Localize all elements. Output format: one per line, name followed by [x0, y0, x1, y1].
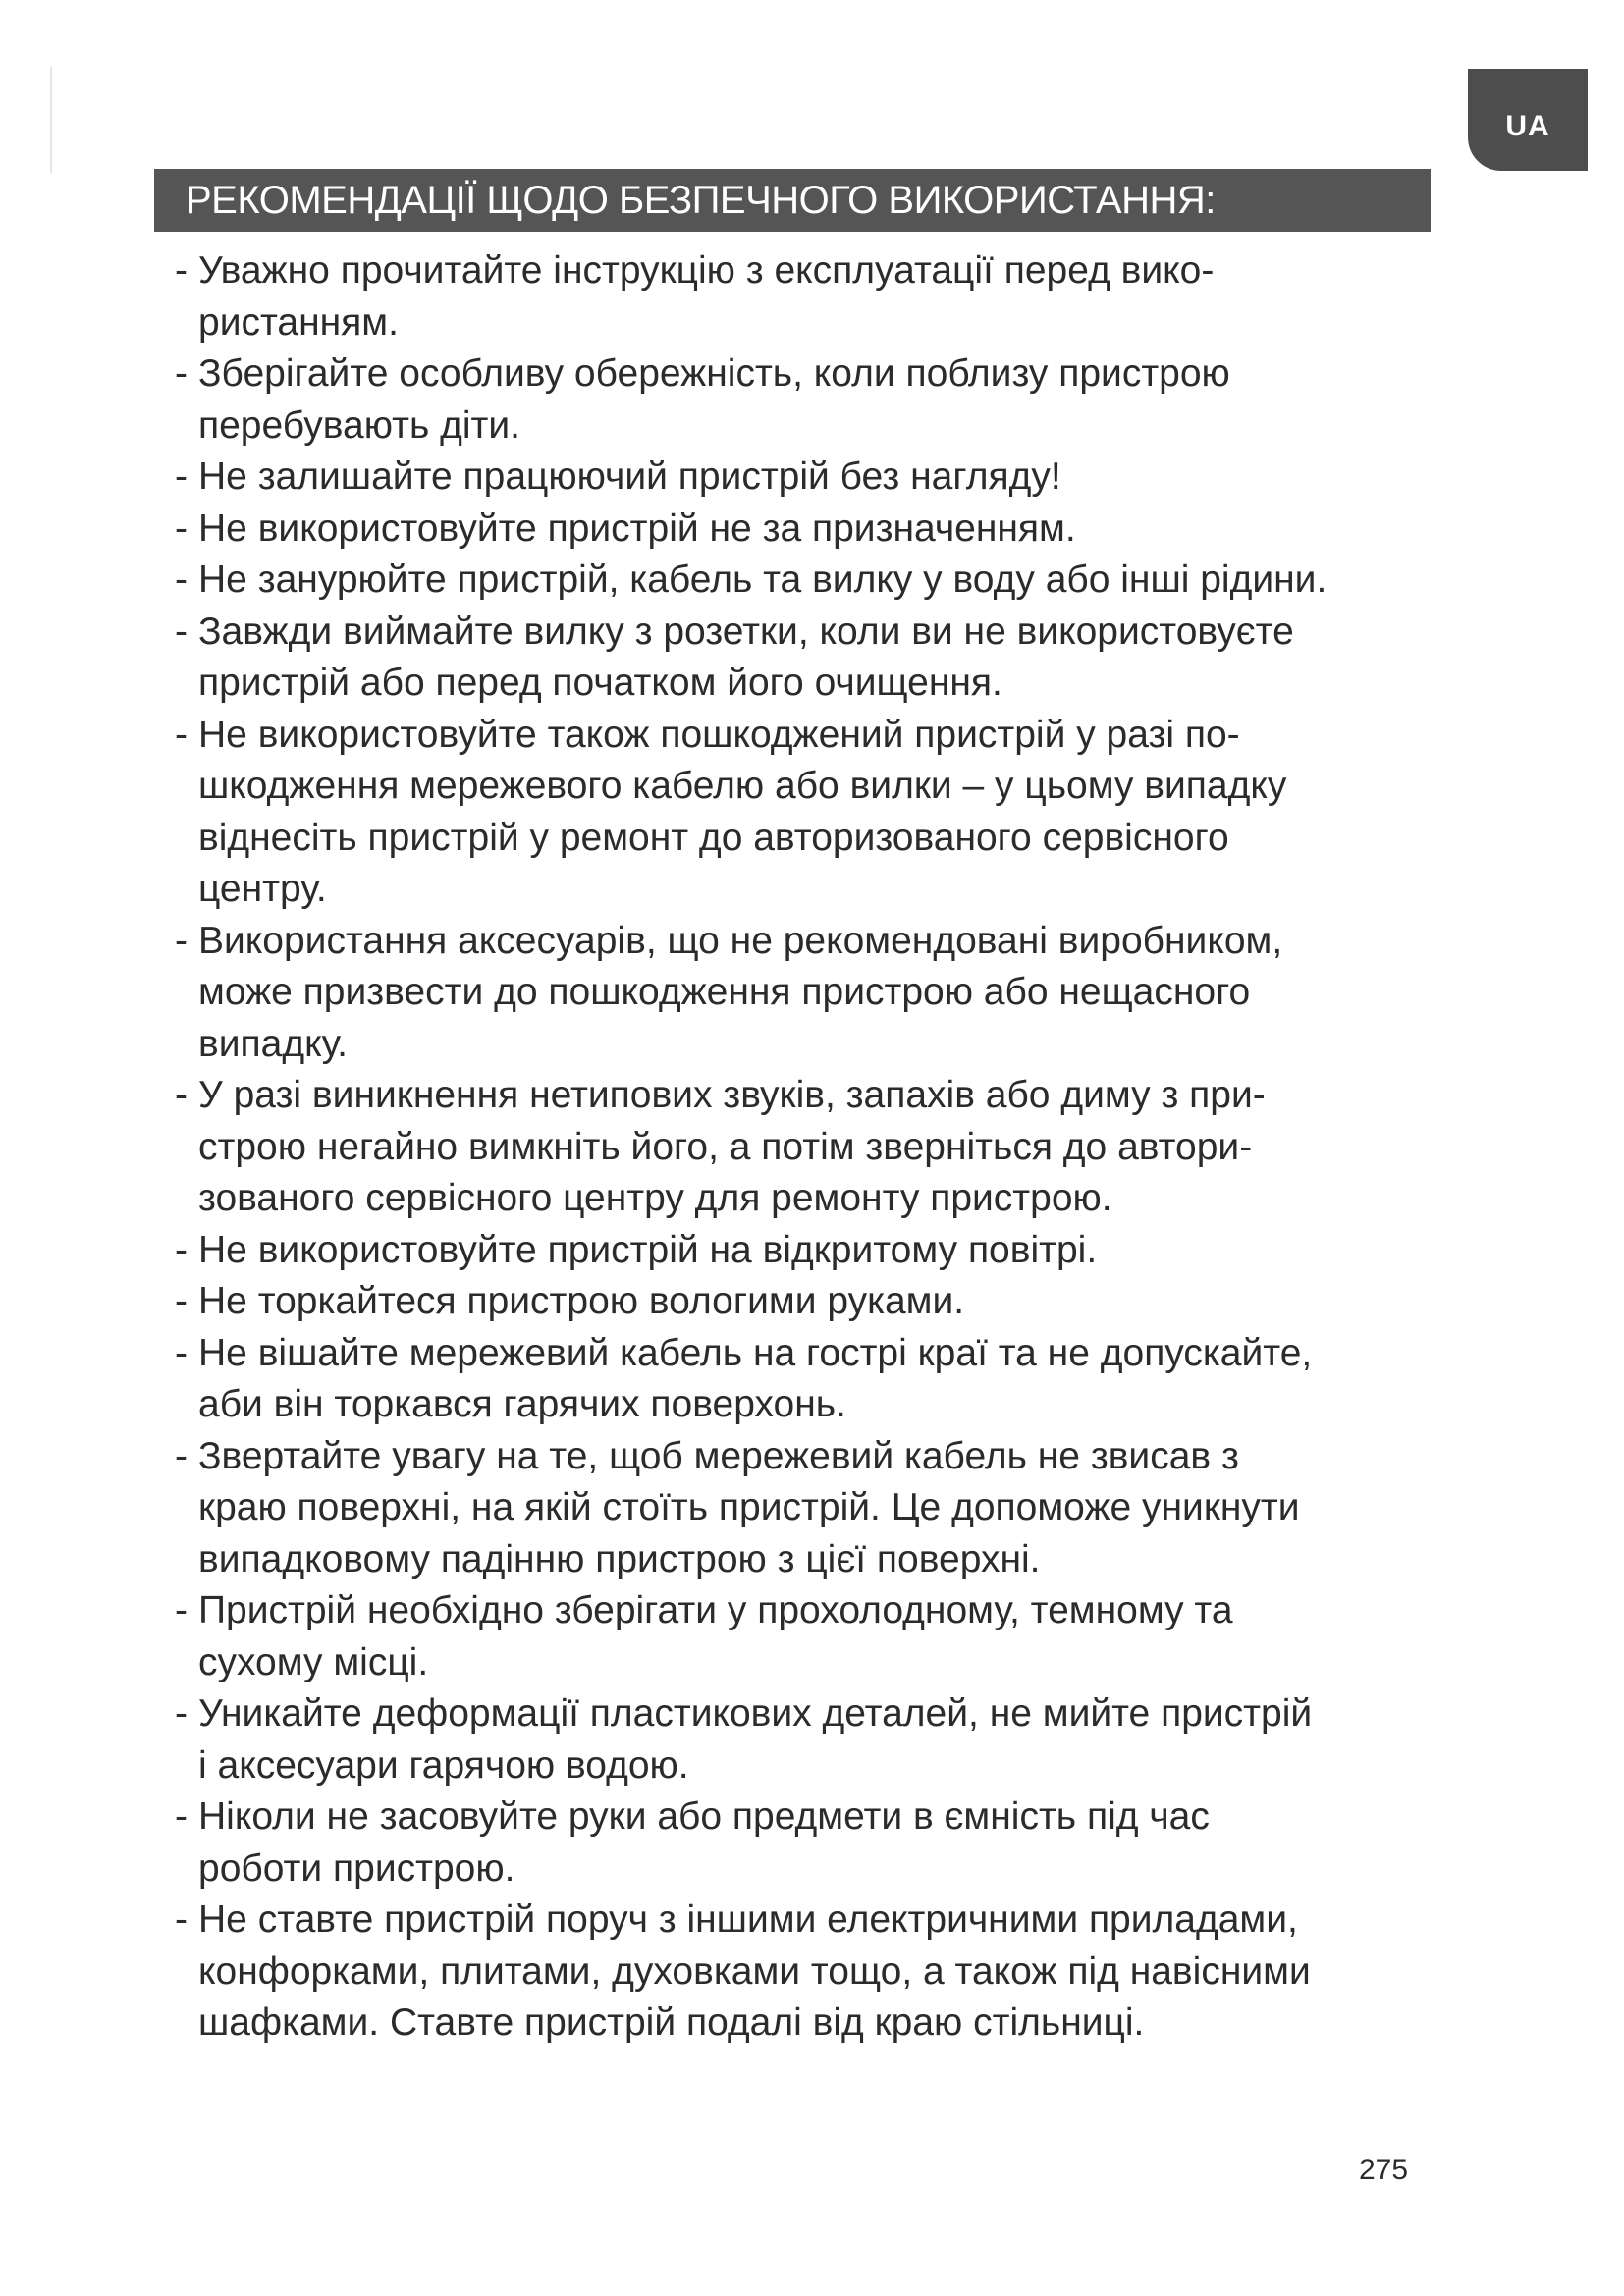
recommendation-line: Не ставте пристрій поруч з іншими електричними приладами,: [198, 1898, 1298, 1941]
recommendation-line: Не використовуйте пристрій не за призначенням.: [198, 507, 1076, 550]
recommendation-line: шафками. Ставте пристрій подалі від краю стільниці.: [198, 2002, 1145, 2044]
recommendation-line: Використання аксесуарів, що не рекомендовані виробником,: [198, 919, 1283, 962]
recommendation-line: випадковому падінню пристрою з цієї поверхні.: [198, 1537, 1041, 1580]
recommendation-item: [175, 1070, 1451, 1225]
recommendation-item: [175, 916, 1451, 1071]
section-header: [154, 169, 1431, 232]
recommendation-item: [175, 245, 1451, 348]
recommendation-item: [175, 1585, 1451, 1688]
recommendation-line: Завжди виймайте вилку з розетки, коли ви не використовуєте: [198, 610, 1294, 653]
recommendation-line: Ніколи не засовуйте руки або предмети в ємність під час: [198, 1795, 1210, 1838]
bullet-dash: -: [175, 1434, 188, 1477]
recommendation-item: [175, 555, 1451, 607]
recommendation-line: Пристрій необхідно зберігати у прохолодному, темному та: [198, 1589, 1233, 1631]
recommendation-line: конфорками, плитами, духовками тощо, а також під навісними: [198, 1949, 1311, 1993]
bullet-dash: -: [175, 1228, 188, 1271]
recommendation-item: [175, 1276, 1451, 1328]
recommendation-line: роботи пристрою.: [198, 1846, 515, 1890]
bullet-dash: -: [175, 455, 188, 498]
recommendation-line: сухому місці.: [198, 1640, 429, 1683]
recommendation-line: шкодження мережевого кабелю або вилки – у цьому випадку: [198, 765, 1287, 807]
recommendation-line: пристрій або перед початком його очищення.: [198, 662, 1002, 704]
recommendation-line: і аксесуари гарячою водою.: [198, 1743, 689, 1787]
bullet-dash: -: [175, 1795, 188, 1838]
recommendation-line: аби він торкався гарячих поверхонь.: [198, 1383, 846, 1425]
recommendation-item: [175, 1225, 1451, 1277]
bullet-dash: -: [175, 713, 188, 756]
recommendation-item: [175, 607, 1451, 710]
recommendation-item: [175, 452, 1451, 504]
recommendation-item: [175, 1791, 1451, 1895]
bullet-dash: -: [175, 352, 188, 395]
bullet-dash: -: [175, 559, 188, 601]
recommendation-line: зованого сервісного центру для ремонту пристрою.: [198, 1177, 1112, 1219]
section-title: РЕКОМЕНДАЦІЇ ЩОДО БЕЗПЕЧНОГО ВИКОРИСТАННЯ:: [186, 179, 1216, 222]
recommendation-line: віднесіть пристрій у ремонт до авторизованого сервісного: [198, 816, 1229, 859]
recommendation-line: перебувають діти.: [198, 403, 521, 447]
recommendation-item: [175, 1688, 1451, 1791]
recommendation-line: Не занурюйте пристрій, кабель та вилку у воду або інші рідини.: [198, 559, 1327, 601]
recommendation-item: [175, 710, 1451, 916]
bullet-dash: -: [175, 1331, 188, 1374]
bullet-dash: -: [175, 249, 188, 292]
bullet-dash: -: [175, 919, 188, 962]
bullet-dash: -: [175, 1898, 188, 1941]
bullet-dash: -: [175, 1074, 188, 1116]
recommendation-item: [175, 1328, 1451, 1431]
recommendation-line: може призвести до пошкодження пристрою або нещасного: [198, 971, 1251, 1013]
margin-rule: [50, 67, 52, 173]
bullet-dash: -: [175, 1692, 188, 1735]
recommendation-line: Не використовуйте також пошкоджений пристрій у разі по-: [198, 713, 1240, 756]
recommendation-line: У разі виникнення нетипових звуків, запахів або диму з при-: [198, 1074, 1266, 1116]
recommendation-item: [175, 1895, 1451, 2050]
page-number: 275: [1359, 2154, 1409, 2186]
bullet-dash: -: [175, 1589, 188, 1631]
recommendation-item: [175, 1431, 1451, 1586]
recommendation-item: [175, 348, 1451, 452]
recommendation-item: [175, 504, 1451, 556]
bullet-dash: -: [175, 1280, 188, 1322]
recommendation-line: Не залишайте працюючий пристрій без нагляду!: [198, 455, 1061, 498]
recommendation-line: випадку.: [198, 1022, 349, 1065]
recommendation-line: Уникайте деформації пластикових деталей, не мийте пристрій: [198, 1692, 1313, 1735]
recommendation-line: краю поверхні, на якій стоїть пристрій. Це допоможе уникнути: [198, 1486, 1300, 1528]
bullet-dash: -: [175, 610, 188, 653]
bullet-dash: -: [175, 507, 188, 550]
recommendation-line: Уважно прочитайте інструкцію з експлуатації перед вико-: [198, 249, 1215, 292]
recommendation-line: центру.: [198, 868, 327, 910]
recommendation-line: Звертайте увагу на те, щоб мережевий кабель не звисав з: [198, 1434, 1239, 1477]
recommendations-list: [175, 245, 1451, 2050]
language-label: UA: [1505, 110, 1550, 142]
recommendation-line: Не вішайте мережевий кабель на гострі краї та не допускайте,: [198, 1331, 1313, 1374]
recommendation-line: строю негайно вимкніть його, а потім зверніться до автори-: [198, 1125, 1253, 1168]
recommendation-line: Не використовуйте пристрій на відкритому повітрі.: [198, 1228, 1098, 1271]
recommendation-line: Зберігайте особливу обережність, коли поблизу пристрою: [198, 352, 1230, 395]
recommendation-line: Не торкайтеся пристрою вологими руками.: [198, 1280, 965, 1322]
language-tab: [1468, 69, 1588, 171]
recommendation-line: ристанням.: [198, 300, 399, 344]
